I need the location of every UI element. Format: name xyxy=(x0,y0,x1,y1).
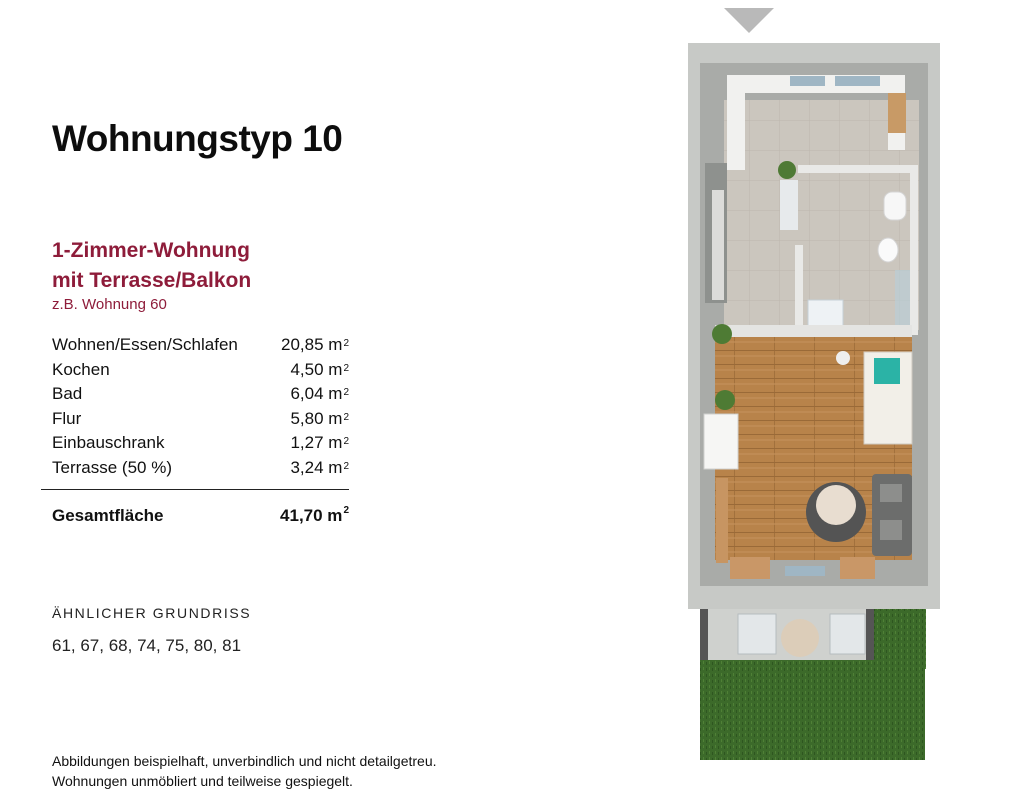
floor-plan-image xyxy=(680,0,940,800)
area-row xyxy=(52,456,349,481)
wardrobe xyxy=(704,414,738,469)
area-label: Einbauschrank xyxy=(52,433,165,452)
area-table xyxy=(52,333,349,480)
area-row xyxy=(52,358,349,383)
north-arrow-icon xyxy=(724,8,774,33)
toilet xyxy=(878,238,898,262)
area-label: Flur xyxy=(52,408,82,428)
area-row xyxy=(52,431,349,456)
disclaimer xyxy=(52,751,437,791)
similar-plans-heading: ÄHNLICHER GRUNDRISS xyxy=(52,605,252,621)
example-unit: z.B. Wohnung 60 xyxy=(52,296,167,313)
area-value: 4,50 $m^2$ xyxy=(290,359,349,379)
total-value: 41,70 $m^2$ xyxy=(280,505,349,525)
total-divider xyxy=(41,489,349,490)
apartment-type xyxy=(52,236,251,296)
total-area-row xyxy=(52,506,349,526)
area-value: 5,80 $m^2$ xyxy=(290,408,349,428)
disclaimer-line: Abbildungen beispielhaft, unverbindlich und nicht detailgetreu. xyxy=(52,753,437,769)
sink xyxy=(884,192,906,220)
area-value: 20,85 $m^2$ xyxy=(281,335,349,354)
area-label: Terrasse (50 %) xyxy=(52,457,172,477)
disclaimer-line: Wohnungen unmöbliert und teilweise gespiegelt. xyxy=(52,773,353,789)
similar-plans-list: 61, 67, 68, 74, 75, 80, 81 xyxy=(52,636,242,655)
area-value: 6,04 $m^2$ xyxy=(290,384,349,403)
lawn xyxy=(700,660,925,760)
apartment-type-line1: 1-Zimmer-Wohnung xyxy=(52,239,250,262)
area-label: Kochen xyxy=(52,359,110,379)
area-row xyxy=(52,382,349,407)
shower-glass xyxy=(895,270,910,332)
area-value: 3,24 $m^2$ xyxy=(290,457,349,477)
area-value: 1,27 $m^2$ xyxy=(290,433,349,452)
bathroom-wall xyxy=(798,165,918,173)
area-row xyxy=(52,407,349,432)
total-label: Gesamtfläche xyxy=(52,506,164,525)
dining-table xyxy=(816,485,856,525)
plant xyxy=(778,161,796,179)
terrace-table xyxy=(781,619,819,657)
area-label: Wohnen/Essen/Schlafen xyxy=(52,335,238,354)
page-title: Wohnungstyp 10 xyxy=(52,118,343,159)
apartment-type-line2: mit Terrasse/Balkon xyxy=(52,269,252,292)
area-row xyxy=(52,333,349,358)
area-label: Bad xyxy=(52,384,83,403)
